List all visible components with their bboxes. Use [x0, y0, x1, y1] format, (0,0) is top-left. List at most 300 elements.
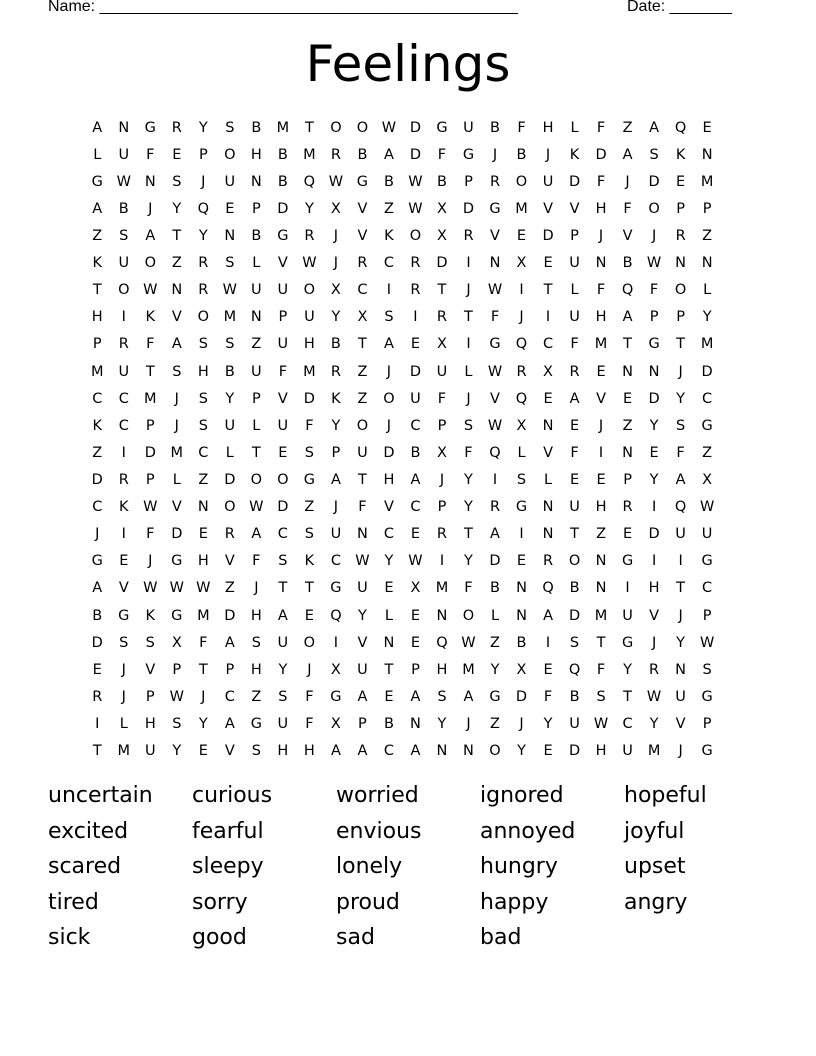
- grid-letter[interactable]: E: [278, 444, 288, 461]
- grid-letter[interactable]: U: [675, 526, 686, 543]
- grid-letter[interactable]: E: [649, 444, 659, 461]
- grid-letter[interactable]: G: [118, 607, 130, 624]
- grid-letter[interactable]: L: [252, 417, 261, 434]
- grid-letter[interactable]: Z: [383, 200, 394, 217]
- grid-letter[interactable]: W: [328, 173, 344, 190]
- grid-letter[interactable]: C: [410, 499, 421, 516]
- grid-letter[interactable]: A: [410, 688, 421, 705]
- grid-letter[interactable]: P: [411, 661, 420, 678]
- grid-letter[interactable]: S: [198, 336, 208, 353]
- grid-letter[interactable]: J: [148, 553, 153, 570]
- grid-letter[interactable]: W: [408, 553, 423, 570]
- grid-letter[interactable]: V: [569, 200, 580, 217]
- grid-letter[interactable]: E: [543, 661, 553, 678]
- grid-letter[interactable]: U: [569, 309, 580, 326]
- grid-letter[interactable]: N: [542, 499, 554, 516]
- grid-letter[interactable]: E: [198, 743, 208, 760]
- grid-letter[interactable]: B: [569, 688, 580, 705]
- grid-letter[interactable]: U: [224, 417, 236, 434]
- grid-letter[interactable]: T: [251, 444, 261, 461]
- grid-letter[interactable]: N: [675, 255, 687, 272]
- grid-letter[interactable]: N: [489, 255, 501, 272]
- grid-letter[interactable]: J: [386, 417, 392, 434]
- grid-letter[interactable]: E: [384, 580, 394, 597]
- grid-letter[interactable]: D: [277, 200, 289, 217]
- grid-letter[interactable]: K: [145, 607, 156, 624]
- grid-letter[interactable]: T: [676, 336, 686, 353]
- grid-letter[interactable]: V: [357, 200, 368, 217]
- grid-letter[interactable]: Q: [621, 282, 634, 299]
- grid-letter[interactable]: W: [355, 553, 370, 570]
- grid-letter[interactable]: U: [357, 580, 368, 597]
- grid-letter[interactable]: D: [91, 471, 103, 488]
- grid-letter[interactable]: Y: [225, 390, 235, 407]
- grid-letter[interactable]: W: [143, 580, 158, 597]
- grid-letter[interactable]: A: [622, 146, 633, 163]
- grid-letter[interactable]: S: [384, 309, 394, 326]
- grid-letter[interactable]: O: [303, 634, 316, 651]
- grid-letter[interactable]: Y: [464, 499, 473, 516]
- grid-letter[interactable]: D: [648, 173, 660, 190]
- grid-letter[interactable]: C: [702, 580, 713, 597]
- grid-letter[interactable]: V: [649, 607, 660, 624]
- grid-letter[interactable]: O: [277, 471, 289, 488]
- grid-letter[interactable]: W: [699, 634, 715, 651]
- grid-letter[interactable]: M: [700, 173, 714, 190]
- grid-letter[interactable]: T: [437, 282, 447, 299]
- grid-letter[interactable]: D: [436, 255, 448, 272]
- grid-letter[interactable]: R: [304, 227, 315, 244]
- grid-letter[interactable]: I: [121, 444, 126, 461]
- grid-letter[interactable]: Y: [384, 553, 394, 570]
- grid-letter[interactable]: B: [251, 119, 262, 136]
- grid-letter[interactable]: G: [303, 471, 315, 488]
- grid-letter[interactable]: T: [357, 471, 367, 488]
- grid-letter[interactable]: J: [148, 200, 153, 217]
- grid-letter[interactable]: F: [570, 336, 579, 353]
- grid-letter[interactable]: B: [490, 580, 500, 597]
- grid-letter[interactable]: T: [623, 688, 632, 705]
- grid-letter[interactable]: J: [439, 471, 445, 488]
- grid-letter[interactable]: T: [676, 580, 686, 597]
- grid-letter[interactable]: G: [91, 173, 103, 190]
- grid-letter[interactable]: U: [118, 255, 130, 272]
- grid-letter[interactable]: E: [304, 607, 314, 624]
- grid-letter[interactable]: Y: [649, 471, 659, 488]
- grid-letter[interactable]: F: [437, 390, 447, 407]
- grid-letter[interactable]: F: [570, 444, 579, 461]
- grid-letter[interactable]: W: [222, 282, 237, 299]
- grid-letter[interactable]: G: [621, 634, 634, 651]
- grid-letter[interactable]: E: [410, 607, 421, 624]
- grid-letter[interactable]: I: [439, 553, 445, 570]
- grid-letter[interactable]: J: [174, 417, 179, 434]
- grid-letter[interactable]: M: [197, 607, 210, 624]
- grid-letter[interactable]: I: [121, 309, 126, 326]
- grid-letter[interactable]: I: [545, 634, 551, 651]
- grid-letter[interactable]: G: [171, 607, 183, 624]
- grid-letter[interactable]: A: [224, 715, 235, 732]
- grid-letter[interactable]: F: [146, 526, 155, 543]
- grid-letter[interactable]: P: [702, 715, 712, 732]
- grid-letter[interactable]: F: [305, 417, 314, 434]
- grid-letter[interactable]: C: [383, 743, 394, 760]
- grid-letter[interactable]: Q: [568, 661, 581, 678]
- grid-letter[interactable]: N: [356, 526, 368, 543]
- grid-letter[interactable]: H: [595, 743, 607, 760]
- grid-letter[interactable]: J: [598, 227, 604, 244]
- grid-letter[interactable]: D: [224, 607, 236, 624]
- grid-letter[interactable]: S: [304, 526, 314, 543]
- grid-letter[interactable]: U: [569, 499, 580, 516]
- grid-letter[interactable]: P: [198, 146, 208, 163]
- grid-letter[interactable]: H: [197, 553, 209, 570]
- grid-letter[interactable]: F: [596, 661, 606, 678]
- grid-letter[interactable]: S: [675, 417, 686, 434]
- grid-letter[interactable]: R: [92, 688, 103, 705]
- grid-letter[interactable]: U: [277, 282, 289, 299]
- grid-letter[interactable]: H: [144, 715, 156, 732]
- grid-letter[interactable]: R: [675, 227, 686, 244]
- grid-letter[interactable]: J: [598, 417, 604, 434]
- grid-letter[interactable]: O: [330, 119, 342, 136]
- grid-letter[interactable]: Y: [702, 309, 712, 326]
- grid-letter[interactable]: I: [466, 255, 471, 272]
- grid-letter[interactable]: Q: [303, 173, 316, 190]
- grid-letter[interactable]: L: [172, 471, 181, 488]
- grid-letter[interactable]: Y: [198, 227, 208, 244]
- grid-letter[interactable]: B: [277, 146, 288, 163]
- grid-letter[interactable]: J: [174, 390, 179, 407]
- grid-letter[interactable]: N: [250, 309, 262, 326]
- grid-letter[interactable]: B: [622, 255, 633, 272]
- grid-letter[interactable]: Y: [490, 661, 500, 678]
- grid-letter[interactable]: H: [277, 743, 289, 760]
- grid-letter[interactable]: P: [172, 661, 182, 678]
- grid-letter[interactable]: B: [92, 607, 103, 624]
- grid-letter[interactable]: D: [489, 553, 501, 570]
- grid-letter[interactable]: T: [145, 363, 155, 380]
- grid-letter[interactable]: N: [675, 661, 687, 678]
- grid-letter[interactable]: R: [330, 146, 341, 163]
- grid-letter[interactable]: L: [517, 444, 526, 461]
- grid-letter[interactable]: U: [277, 634, 289, 651]
- grid-letter[interactable]: R: [569, 363, 580, 380]
- grid-letter[interactable]: C: [277, 526, 288, 543]
- grid-letter[interactable]: C: [118, 417, 129, 434]
- grid-letter[interactable]: I: [492, 471, 498, 488]
- grid-letter[interactable]: R: [489, 173, 501, 190]
- grid-letter[interactable]: C: [622, 715, 633, 732]
- date-field-line[interactable]: Date: _______: [627, 0, 732, 15]
- grid-letter[interactable]: U: [118, 363, 130, 380]
- grid-letter[interactable]: B: [330, 336, 341, 353]
- grid-letter[interactable]: X: [436, 227, 447, 244]
- grid-letter[interactable]: P: [623, 471, 632, 488]
- grid-letter[interactable]: T: [543, 282, 553, 299]
- grid-letter[interactable]: H: [436, 661, 448, 678]
- grid-letter[interactable]: F: [517, 119, 526, 136]
- grid-letter[interactable]: E: [676, 173, 686, 190]
- grid-letter[interactable]: O: [409, 227, 422, 244]
- grid-letter[interactable]: B: [516, 634, 527, 651]
- grid-letter[interactable]: N: [463, 743, 474, 760]
- grid-letter[interactable]: M: [223, 309, 237, 326]
- grid-letter[interactable]: I: [413, 309, 418, 326]
- grid-letter[interactable]: U: [357, 661, 368, 678]
- grid-letter[interactable]: A: [330, 743, 341, 760]
- grid-letter[interactable]: Z: [357, 363, 368, 380]
- grid-letter[interactable]: M: [91, 363, 104, 380]
- grid-letter[interactable]: L: [570, 282, 579, 299]
- grid-letter[interactable]: N: [410, 715, 421, 732]
- grid-letter[interactable]: J: [651, 227, 657, 244]
- grid-letter[interactable]: E: [622, 390, 633, 407]
- grid-letter[interactable]: D: [409, 119, 422, 136]
- grid-letter[interactable]: W: [169, 580, 184, 597]
- grid-letter[interactable]: T: [198, 661, 208, 678]
- grid-letter[interactable]: E: [543, 255, 553, 272]
- grid-letter[interactable]: P: [649, 309, 659, 326]
- grid-letter[interactable]: K: [384, 227, 394, 244]
- grid-letter[interactable]: F: [490, 309, 500, 326]
- grid-letter[interactable]: K: [145, 309, 156, 326]
- grid-letter[interactable]: Z: [251, 336, 262, 353]
- grid-letter[interactable]: Y: [198, 715, 208, 732]
- grid-letter[interactable]: R: [357, 255, 368, 272]
- grid-letter[interactable]: H: [250, 146, 262, 163]
- grid-letter[interactable]: L: [570, 119, 579, 136]
- grid-letter[interactable]: I: [466, 336, 471, 353]
- grid-letter[interactable]: H: [383, 471, 395, 488]
- grid-letter[interactable]: H: [303, 743, 315, 760]
- grid-letter[interactable]: H: [303, 336, 315, 353]
- grid-letter[interactable]: M: [170, 444, 184, 461]
- grid-letter[interactable]: Y: [464, 471, 473, 488]
- grid-letter[interactable]: X: [436, 336, 447, 353]
- grid-letter[interactable]: N: [197, 499, 209, 516]
- grid-letter[interactable]: R: [410, 282, 421, 299]
- grid-letter[interactable]: R: [198, 282, 209, 299]
- grid-letter[interactable]: A: [92, 200, 103, 217]
- grid-letter[interactable]: X: [171, 634, 182, 651]
- grid-letter[interactable]: W: [381, 119, 397, 136]
- grid-letter[interactable]: M: [303, 146, 316, 163]
- grid-letter[interactable]: X: [330, 282, 341, 299]
- grid-letter[interactable]: D: [409, 363, 422, 380]
- grid-letter[interactable]: O: [224, 499, 236, 516]
- grid-letter[interactable]: N: [516, 607, 527, 624]
- grid-letter[interactable]: J: [678, 743, 683, 760]
- grid-letter[interactable]: E: [410, 336, 421, 353]
- grid-letter[interactable]: M: [594, 336, 608, 353]
- grid-letter[interactable]: K: [119, 499, 129, 516]
- grid-letter[interactable]: F: [252, 553, 261, 570]
- grid-letter[interactable]: D: [303, 390, 315, 407]
- grid-letter[interactable]: I: [651, 553, 657, 570]
- grid-letter[interactable]: M: [144, 390, 157, 407]
- grid-letter[interactable]: R: [489, 499, 501, 516]
- grid-letter[interactable]: I: [333, 634, 339, 651]
- grid-letter[interactable]: J: [492, 146, 498, 163]
- grid-letter[interactable]: U: [277, 715, 289, 732]
- grid-letter[interactable]: V: [277, 255, 288, 272]
- grid-letter[interactable]: Y: [304, 200, 314, 217]
- grid-letter[interactable]: N: [436, 607, 448, 624]
- grid-letter[interactable]: T: [464, 309, 473, 326]
- grid-letter[interactable]: S: [702, 661, 712, 678]
- grid-letter[interactable]: U: [251, 363, 262, 380]
- grid-letter[interactable]: F: [464, 444, 473, 461]
- grid-letter[interactable]: Y: [623, 661, 632, 678]
- grid-letter[interactable]: D: [568, 607, 581, 624]
- grid-letter[interactable]: S: [198, 417, 208, 434]
- grid-letter[interactable]: Q: [197, 200, 210, 217]
- grid-letter[interactable]: L: [384, 607, 393, 624]
- grid-letter[interactable]: U: [118, 146, 130, 163]
- grid-letter[interactable]: N: [118, 119, 130, 136]
- grid-letter[interactable]: V: [145, 661, 156, 678]
- grid-letter[interactable]: C: [383, 526, 394, 543]
- grid-letter[interactable]: Y: [649, 715, 659, 732]
- grid-letter[interactable]: S: [278, 553, 288, 570]
- grid-letter[interactable]: O: [462, 607, 475, 624]
- grid-letter[interactable]: G: [489, 336, 501, 353]
- grid-letter[interactable]: O: [224, 146, 236, 163]
- grid-letter[interactable]: Y: [331, 417, 341, 434]
- grid-letter[interactable]: Z: [596, 526, 607, 543]
- grid-letter[interactable]: N: [171, 282, 183, 299]
- grid-letter[interactable]: U: [701, 526, 713, 543]
- grid-letter[interactable]: J: [121, 661, 126, 678]
- grid-letter[interactable]: Q: [515, 336, 528, 353]
- grid-letter[interactable]: C: [118, 390, 129, 407]
- grid-letter[interactable]: R: [224, 526, 235, 543]
- grid-letter[interactable]: F: [358, 499, 367, 516]
- grid-letter[interactable]: W: [699, 499, 715, 516]
- grid-letter[interactable]: Z: [622, 417, 633, 434]
- grid-letter[interactable]: G: [330, 688, 342, 705]
- grid-letter[interactable]: I: [519, 282, 524, 299]
- grid-letter[interactable]: D: [701, 363, 713, 380]
- grid-letter[interactable]: J: [333, 499, 339, 516]
- grid-letter[interactable]: P: [464, 173, 473, 190]
- grid-letter[interactable]: G: [91, 553, 103, 570]
- grid-letter[interactable]: Q: [515, 390, 528, 407]
- grid-letter[interactable]: N: [595, 580, 607, 597]
- grid-letter[interactable]: A: [675, 471, 686, 488]
- grid-letter[interactable]: T: [172, 227, 182, 244]
- grid-letter[interactable]: I: [121, 526, 126, 543]
- grid-letter[interactable]: E: [596, 363, 606, 380]
- grid-letter[interactable]: S: [119, 227, 129, 244]
- grid-letter[interactable]: G: [701, 688, 713, 705]
- grid-letter[interactable]: W: [143, 282, 158, 299]
- grid-letter[interactable]: E: [384, 688, 394, 705]
- grid-letter[interactable]: F: [146, 336, 155, 353]
- grid-letter[interactable]: Q: [542, 580, 554, 597]
- grid-letter[interactable]: H: [250, 607, 262, 624]
- grid-letter[interactable]: R: [118, 336, 129, 353]
- grid-letter[interactable]: E: [119, 553, 129, 570]
- grid-letter[interactable]: K: [92, 255, 103, 272]
- grid-letter[interactable]: P: [358, 715, 367, 732]
- grid-letter[interactable]: Y: [464, 553, 473, 570]
- grid-letter[interactable]: E: [225, 200, 235, 217]
- grid-letter[interactable]: J: [386, 363, 392, 380]
- grid-letter[interactable]: G: [648, 336, 660, 353]
- grid-letter[interactable]: I: [95, 715, 100, 732]
- grid-letter[interactable]: Z: [198, 471, 209, 488]
- grid-letter[interactable]: X: [516, 417, 527, 434]
- grid-letter[interactable]: B: [490, 119, 500, 136]
- grid-letter[interactable]: E: [410, 634, 421, 651]
- grid-letter[interactable]: A: [622, 309, 633, 326]
- grid-letter[interactable]: I: [678, 553, 683, 570]
- grid-letter[interactable]: B: [277, 173, 288, 190]
- grid-letter[interactable]: D: [383, 444, 395, 461]
- grid-letter[interactable]: N: [542, 417, 554, 434]
- grid-letter[interactable]: A: [357, 688, 368, 705]
- grid-letter[interactable]: O: [356, 417, 369, 434]
- grid-letter[interactable]: G: [436, 119, 448, 136]
- grid-letter[interactable]: Q: [436, 634, 448, 651]
- grid-letter[interactable]: F: [676, 444, 685, 461]
- grid-letter[interactable]: C: [542, 336, 554, 353]
- grid-letter[interactable]: C: [92, 499, 103, 516]
- grid-letter[interactable]: T: [384, 661, 394, 678]
- grid-letter[interactable]: R: [198, 255, 209, 272]
- grid-letter[interactable]: S: [463, 417, 474, 434]
- grid-letter[interactable]: P: [145, 417, 155, 434]
- grid-letter[interactable]: V: [224, 743, 235, 760]
- grid-letter[interactable]: J: [121, 688, 126, 705]
- grid-letter[interactable]: Y: [676, 390, 686, 407]
- grid-letter[interactable]: S: [596, 688, 606, 705]
- grid-letter[interactable]: M: [303, 363, 316, 380]
- grid-letter[interactable]: D: [144, 444, 156, 461]
- grid-letter[interactable]: S: [437, 688, 447, 705]
- grid-letter[interactable]: V: [490, 227, 500, 244]
- grid-letter[interactable]: P: [676, 200, 685, 217]
- grid-letter[interactable]: W: [646, 688, 662, 705]
- grid-letter[interactable]: M: [117, 743, 131, 760]
- grid-letter[interactable]: L: [543, 471, 553, 488]
- grid-letter[interactable]: X: [543, 363, 553, 380]
- grid-letter[interactable]: R: [171, 119, 182, 136]
- grid-letter[interactable]: B: [357, 146, 368, 163]
- grid-letter[interactable]: T: [304, 580, 314, 597]
- grid-letter[interactable]: G: [250, 715, 262, 732]
- grid-letter[interactable]: N: [595, 553, 607, 570]
- grid-letter[interactable]: F: [278, 363, 288, 380]
- grid-letter[interactable]: P: [437, 499, 447, 516]
- grid-letter[interactable]: G: [356, 173, 369, 190]
- grid-letter[interactable]: L: [252, 255, 261, 272]
- grid-letter[interactable]: D: [409, 146, 422, 163]
- grid-letter[interactable]: W: [487, 417, 503, 434]
- grid-letter[interactable]: A: [410, 471, 421, 488]
- grid-letter[interactable]: X: [702, 471, 713, 488]
- grid-letter[interactable]: R: [542, 553, 554, 570]
- grid-letter[interactable]: P: [437, 417, 447, 434]
- grid-letter[interactable]: I: [598, 444, 604, 461]
- grid-letter[interactable]: W: [408, 200, 423, 217]
- grid-letter[interactable]: K: [331, 390, 341, 407]
- grid-letter[interactable]: N: [595, 255, 607, 272]
- grid-letter[interactable]: Y: [331, 309, 341, 326]
- grid-letter[interactable]: G: [515, 499, 528, 516]
